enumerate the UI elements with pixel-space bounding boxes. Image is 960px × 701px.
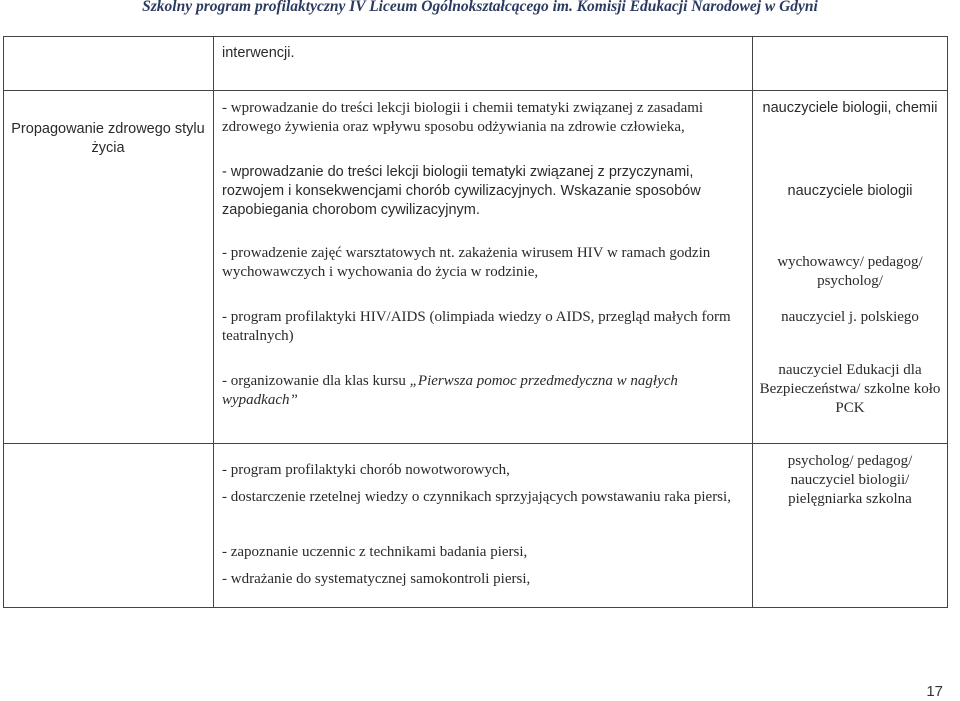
responsible-item: wychowawcy/ pedagog/ psycholog/ [777, 254, 923, 289]
activity-item: - wprowadzanie do treści lekcji biologii tematyki związanej z przyczynami, rozwojem i konsekwencjami chorób cywilizacyjnych. Wskazanie sposobów zapobiegania chorobom cywilizacyjnym. [222, 164, 701, 218]
responsible-item: nauczyciele biologii, chemii [762, 100, 938, 116]
activity-item [222, 372, 742, 410]
table-cell-continuation: interwencji. [222, 45, 295, 61]
activity-item: - wdrażanie do systematycznej samokontroli piersi, [222, 571, 531, 587]
activity-item: - zapoznanie uczennic z technikami badania piersi, [222, 544, 528, 560]
activity-item: - prowadzenie zajęć warsztatowych nt. zakażenia wirusem HIV w ramach godzin wychowawczych i wychowania do życia w rodzinie, [222, 245, 711, 280]
activity-text: - organizowanie dla klas kursu [222, 373, 410, 389]
responsible-item: nauczyciel Edukacji dla Bezpieczeństwa/ szkolne koło PCK [759, 362, 941, 416]
course-name: „Pierwsza pomoc przedmedyczna w nagłych wypadkach” [222, 373, 678, 408]
activity-item: - program profilaktyki HIV/AIDS (olimpiada wiedzy o AIDS, przegląd małych form teatralnych) [222, 309, 731, 344]
table-cell-area: Propagowanie zdrowego stylu życia [11, 121, 205, 156]
responsible-item: psycholog/ pedagog/ nauczyciel biologii/ pielęgniarka szkolna [787, 453, 913, 507]
page-number: 17 [926, 683, 943, 700]
activity-item: - dostarczenie rzetelnej wiedzy o czynnikach sprzyjających powstawaniu raka piersi, [222, 489, 731, 505]
activity-item: - program profilaktyki chorób nowotworowych, [222, 462, 510, 478]
page-header: Szkolny program profilaktyczny IV Liceum Ogólnokształcącego im. Komisji Edukacji Narodowej w Gdyni [142, 0, 818, 15]
activity-item: - wprowadzanie do treści lekcji biologii i chemii tematyki związanej z zasadami zdrowego żywienia oraz wpływu sposobu odżywiania na zdrowie człowieka, [222, 100, 704, 135]
responsible-item: nauczyciele biologii [787, 183, 913, 199]
responsible-item: nauczyciel j. polskiego [781, 309, 919, 325]
